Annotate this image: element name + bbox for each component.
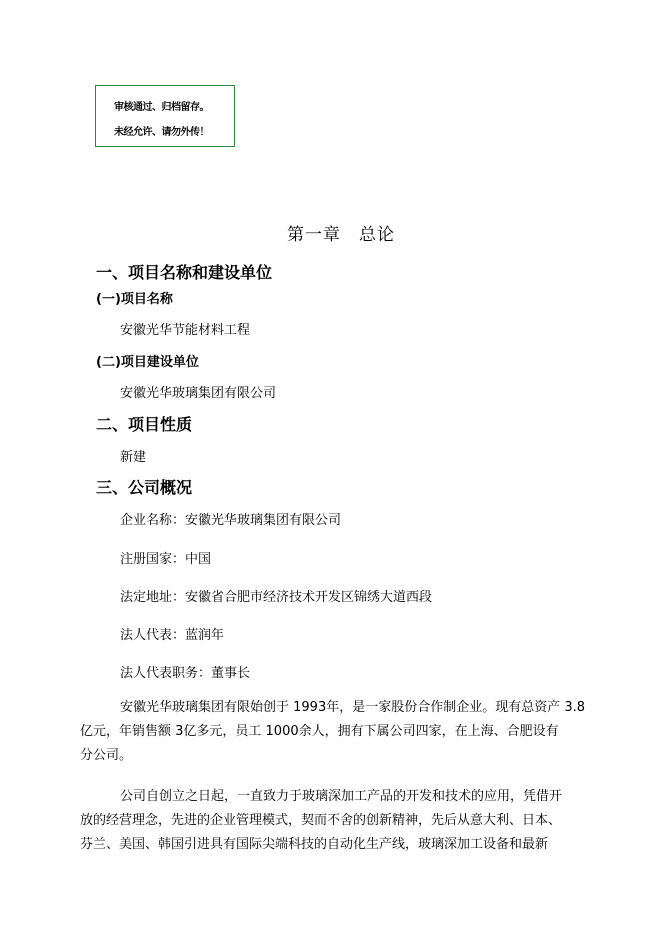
section-heading-2: 二、项目性质 bbox=[96, 415, 193, 434]
paragraph-line: 亿元，年销售额 3亿多元，员工 1000余人，拥有下属公司四家，在上海、合肥设有 bbox=[80, 724, 559, 739]
paragraph-line: 分公司。 bbox=[80, 748, 133, 763]
chapter-title bbox=[287, 220, 395, 245]
approval-stamp bbox=[95, 85, 235, 147]
stamp-line-1: 审核通过、归档留存。 bbox=[114, 102, 209, 113]
chapter-name: 总论 bbox=[359, 225, 395, 245]
section-heading-3: 三、公司概况 bbox=[96, 478, 193, 497]
company-rep-line: 法人代表：蓝润年 bbox=[120, 628, 225, 643]
company-rep-title-line: 法人代表职务：董事长 bbox=[120, 666, 251, 681]
section-heading-1: 一、项目名称和建设单位 bbox=[96, 263, 273, 282]
company-name-line: 企业名称：安徽光华玻璃集团有限公司 bbox=[120, 513, 342, 528]
paragraph-line: 公司自创立之日起，一直致力于玻璃深加工产品的开发和技术的应用，凭借开 bbox=[120, 789, 563, 804]
subsection-heading-builder: (二)项目建设单位 bbox=[96, 355, 199, 370]
paragraph-line: 芬兰、美国、韩国引进具有国际尖端科技的自动化生产线，玻璃深加工设备和最新 bbox=[80, 837, 549, 852]
paragraph-line: 放的经营理念，先进的企业管理模式，契而不舍的创新精神，先后从意大利、日本、 bbox=[80, 813, 562, 828]
company-intro-paragraph bbox=[80, 696, 585, 768]
project-name-text: 安徽光华节能材料工程 bbox=[120, 323, 251, 338]
company-address-line: 法定地址：安徽省合肥市经济技术开发区锦绣大道西段 bbox=[120, 590, 433, 605]
company-country-line: 注册国家：中国 bbox=[120, 552, 212, 567]
paragraph-line: 安徽光华玻璃集团有限始创于 1993年，是一家股份合作制企业。现有总资产 3.8 bbox=[120, 700, 586, 715]
chapter-number: 第一章 bbox=[287, 225, 341, 245]
builder-text: 安徽光华玻璃集团有限公司 bbox=[120, 386, 277, 401]
stamp-line-2: 未经允许、请勿外传！ bbox=[114, 127, 209, 138]
company-history-paragraph bbox=[80, 785, 562, 857]
project-nature-text: 新建 bbox=[120, 450, 147, 465]
subsection-heading-project-name: (一)项目名称 bbox=[96, 292, 173, 307]
